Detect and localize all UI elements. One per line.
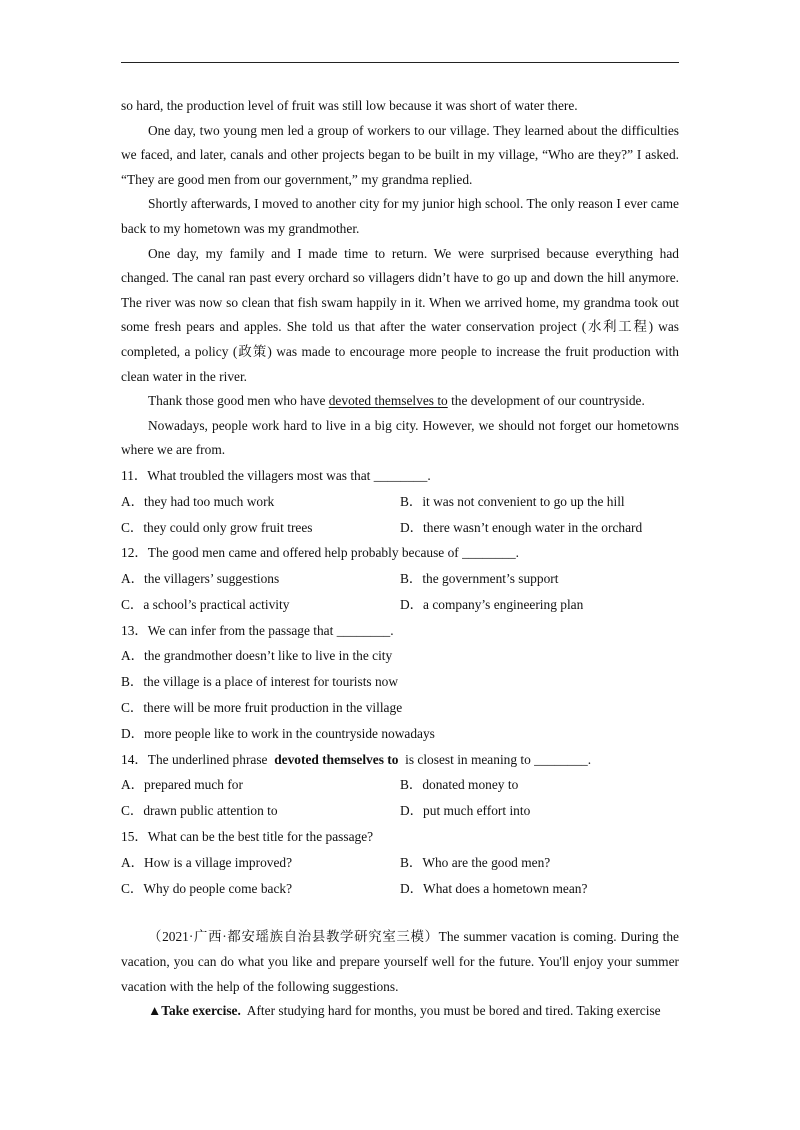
question-13 [121, 618, 679, 747]
question-stem [121, 747, 679, 773]
option-b: B．the village is a place of interest for tourists now [121, 674, 399, 690]
option-d: D．there wasn’t enough water in the orchard [400, 519, 643, 535]
stem-before: 14．The underlined phrase [121, 751, 275, 767]
passage-paragraph-4 [121, 389, 679, 414]
question-11 [121, 463, 679, 540]
option-c: C．Why do people come back? [121, 880, 293, 896]
passage-paragraph-5: Nowadays, people work hard to live in a big city. However, we should not forget our hometowns where we are from. [121, 417, 679, 458]
option-c: C．a school’s practical activity [121, 596, 290, 612]
tip-text: After studying hard for months, you must be bored and tired. Taking exercise [240, 1003, 661, 1019]
question-12 [121, 540, 679, 617]
passage-paragraph-0: so hard, the production level of fruit was still low because it was short of water there. [121, 98, 578, 113]
option-a: A．How is a village improved? [121, 854, 293, 870]
option-a: A．they had too much work [121, 493, 275, 509]
p4-text-before: Thank those good men who have [148, 393, 329, 409]
p4-text-after: the development of our countryside. [447, 393, 645, 409]
option-d: D．put much effort into [400, 803, 531, 819]
next-passage-tip [121, 999, 679, 1024]
question-stem: 15．What can be the best title for the passage? [121, 829, 374, 845]
option-b: B．donated money to [400, 777, 519, 793]
passage-paragraph-1: One day, two young men led a group of workers to our village. They learned about the difficulties we faced, and later, canals and other projects began to be built in my village, “Who are they?” I asked. “They are good men from our government,” my grandma replied. [121, 122, 679, 187]
option-c: C．they could only grow fruit trees [121, 519, 313, 535]
stem-after: is closest in meaning to ________. [398, 751, 592, 767]
question-stem: 12．The good men came and offered help probably because of ________. [121, 545, 519, 561]
section-gap [121, 901, 679, 925]
next-passage-intro: （2021·广西·都安瑶族自治县教学研究室三模）The summer vacation is coming. During the vacation, you can do what you like and prepare yourself well for the future. You'll enjoy your summer vacation with the help of the following suggestions. [121, 929, 679, 994]
option-c: C．drawn public attention to [121, 803, 278, 819]
header-rule [121, 62, 679, 63]
option-c: C．there will be more fruit production in the village [121, 700, 403, 716]
option-b: B．Who are the good men? [400, 854, 551, 870]
tip-heading: ▲Take exercise. [148, 1003, 241, 1019]
option-b: B．it was not convenient to go up the hill [400, 493, 625, 509]
content-area [121, 94, 679, 1024]
option-a: A．prepared much for [121, 777, 243, 793]
underlined-phrase: devoted themselves to [328, 393, 448, 409]
passage-paragraph-3: One day, my family and I made time to return. We were surprised because everything had changed. The canal ran past every orchard so villagers didn’t have to go up and down the hill anymore. The river was now so clean that fish swam happily in it. When we arrived home, my grandma took out some fresh pears and apples. She told us that after the water conservation project (水利工程) was completed, a policy (政策) was made to encourage more people to increase the fruit production with clean water in the river. [121, 245, 679, 384]
passage-paragraph-2: Shortly afterwards, I moved to another city for my junior high school. The only reason I ever came back to my hometown was my grandmother. [121, 196, 679, 236]
question-14 [121, 747, 679, 824]
option-b: B．the government’s support [400, 571, 559, 587]
option-d: D．more people like to work in the countryside nowadays [121, 725, 435, 741]
question-stem: 11．What troubled the villagers most was that ________. [121, 467, 431, 483]
option-a: A．the grandmother doesn’t like to live in the city [121, 648, 393, 664]
question-stem: 13．We can infer from the passage that ________. [121, 622, 394, 638]
bold-phrase: devoted themselves to [274, 751, 399, 767]
question-15 [121, 824, 679, 901]
option-d: D．a company’s engineering plan [400, 596, 584, 612]
option-a: A．the villagers’ suggestions [121, 571, 280, 587]
option-d: D．What does a hometown mean? [400, 880, 588, 896]
